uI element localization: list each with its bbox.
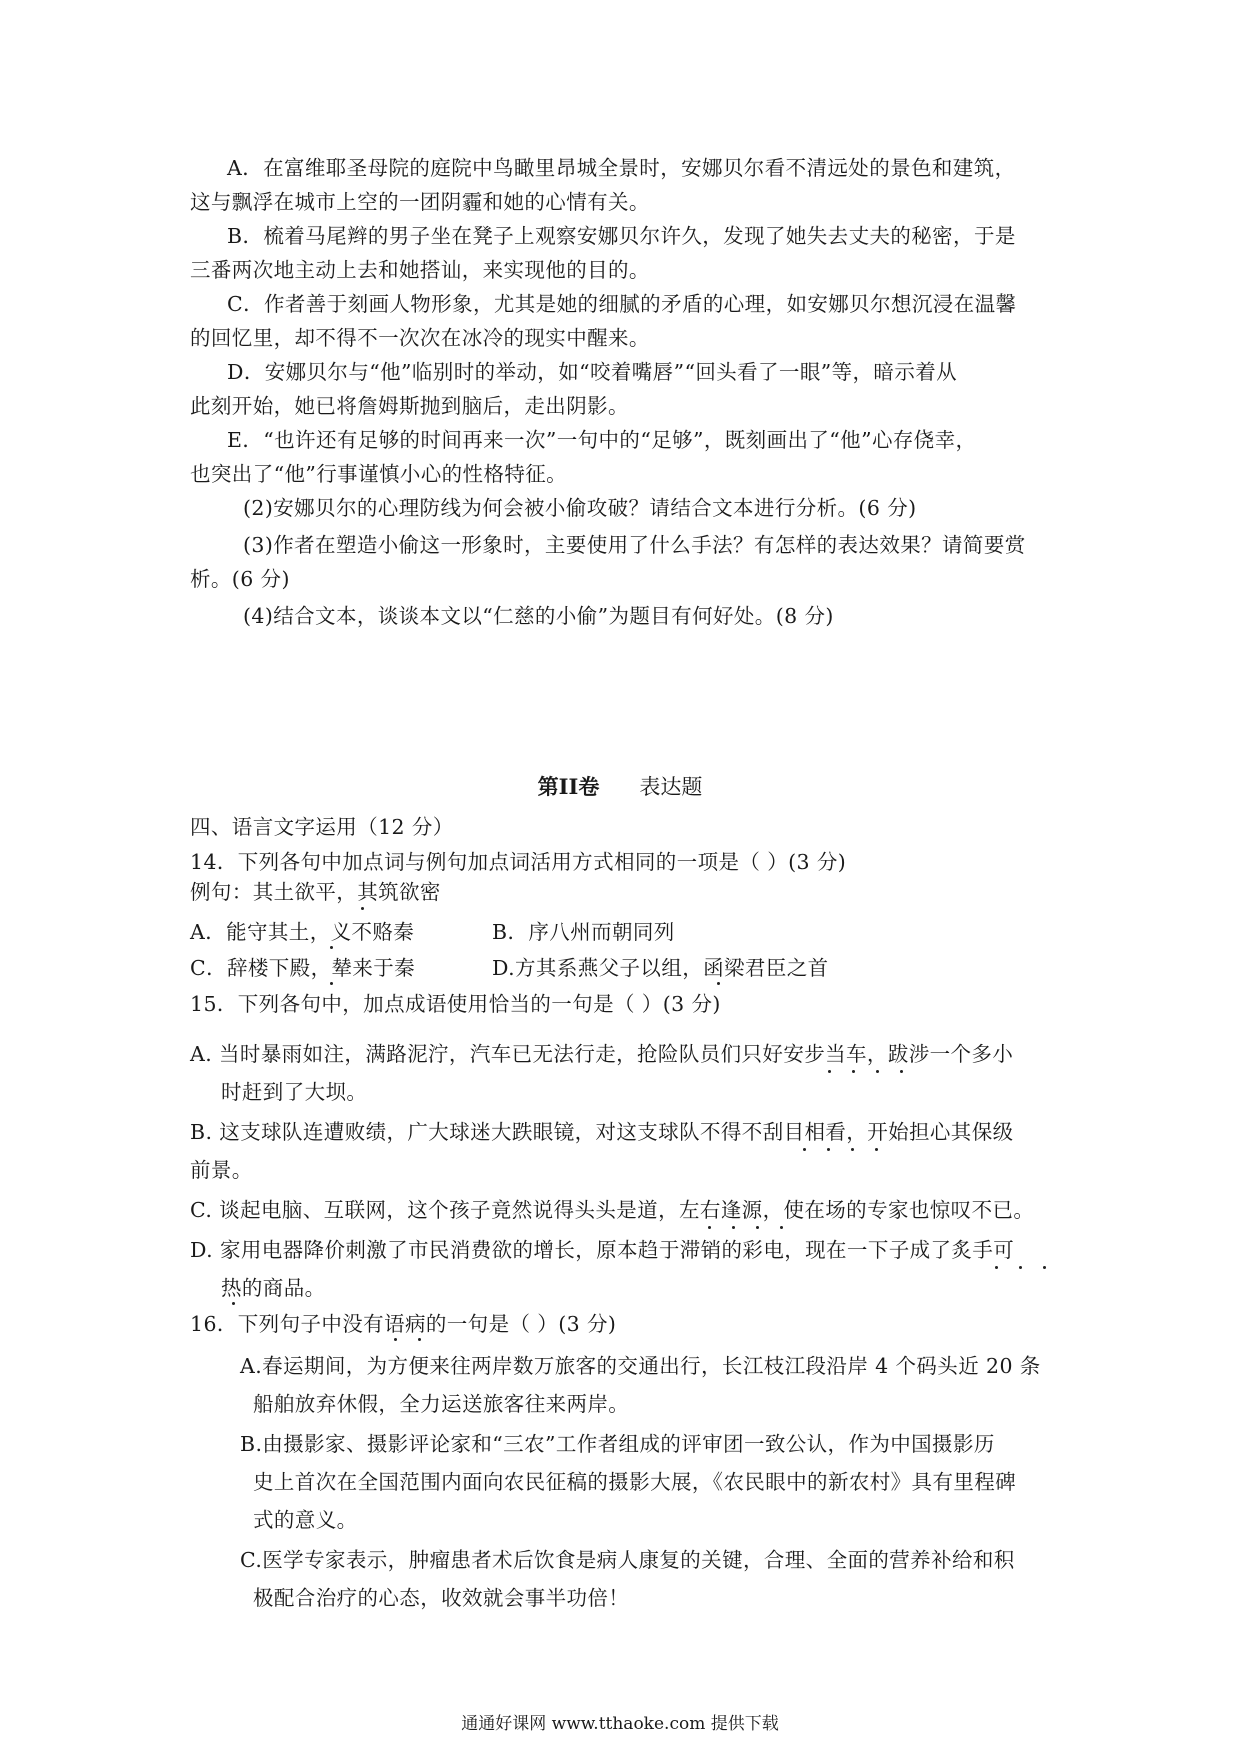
question-14-option-c: C．辞楼下殿，辇来于秦 <box>190 956 416 980</box>
question-16-option-c-line-1: C.医学专家表示，肿瘤患者术后饮食是病人康复的关键，合理、全面的营养补给和积 <box>240 1548 1015 1572</box>
emphasis-dot <box>995 1266 998 1269</box>
question-3-line-1: (3)作者在塑造小偷这一形象时，主要使用了什么手法？有怎样的表达效果？请简要赏 <box>243 533 1026 557</box>
question-16-option-c-line-2: 极配合治疗的心态，收效就会事半功倍！ <box>253 1586 630 1610</box>
question-16-option-b-line-3: 式的意义。 <box>253 1508 358 1532</box>
question-15-option-a-line-2: 时赶到了大坝。 <box>221 1080 368 1104</box>
footer-credit: 通通好课网 www.tthaoke.com 提供下载 <box>461 1714 779 1734</box>
option-a-line-2: 这与飘浮在城市上空的一团阴霾和她的心情有关。 <box>190 190 650 214</box>
question-16-option-a-line-2: 船舶放弃休假，全力运送旅客往来两岸。 <box>253 1392 630 1416</box>
emphasis-dot <box>394 1338 397 1341</box>
option-b-line-1: B．梳着马尾辫的男子坐在凳子上观察安娜贝尔许久，发现了她失去丈夫的秘密，于是 <box>227 224 1016 248</box>
question-14: 14．下列各句中加点词与例句加点词活用方式相同的一项是（ ）(3 分) <box>190 850 847 874</box>
option-c-line-2: 的回忆里，却不得不一次次在冰冷的现实中醒来。 <box>190 326 650 350</box>
option-e-line-2: 也突出了“他”行事谨慎小心的性格特征。 <box>190 462 568 486</box>
emphasis-dot <box>232 1302 235 1305</box>
emphasis-dot <box>717 982 720 985</box>
question-16: 16．下列句子中没有语病的一句是（ ）(3 分) <box>190 1312 617 1336</box>
option-b-line-2: 三番两次地主动上去和她搭讪，来实现他的目的。 <box>190 258 650 282</box>
emphasis-dot <box>900 1070 903 1073</box>
emphasis-dot <box>828 1070 831 1073</box>
question-15-option-b-line-1: B. 这支球队连遭败绩，广大球迷大跌眼镜，对这支球队不得不刮目相看，开始担心其保级 <box>190 1120 1014 1144</box>
emphasis-dot <box>875 1148 878 1151</box>
question-2: (2)安娜贝尔的心理防线为何会被小偷攻破？请结合文本进行分析。(6 分) <box>243 496 917 520</box>
option-a-line-1: A．在富维耶圣母院的庭院中鸟瞰里昂城全景时，安娜贝尔看不清远处的景色和建筑， <box>227 156 1016 180</box>
question-16-option-a-line-1: A.春运期间，为方便来往两岸数万旅客的交通出行，长江枝江段沿岸 4 个码头近 20 条 <box>240 1354 1041 1378</box>
question-15-option-b-line-2: 前景。 <box>190 1158 253 1182</box>
emphasis-dot <box>418 1338 421 1341</box>
emphasis-dot <box>1019 1266 1022 1269</box>
emphasis-dot <box>803 1148 806 1151</box>
question-14-option-b: B．序八州而朝同列 <box>492 920 675 944</box>
section-title <box>0 773 1240 801</box>
option-d-line-1: D．安娜贝尔与“他”临别时的举动，如“咬着嘴唇”“回头看了一眼”等，暗示着从 <box>227 360 958 384</box>
question-15-option-d-line-1: D. 家用电器降价刺激了市民消费欲的增长，原本趋于滞销的彩电，现在一下子成了炙手可 <box>190 1238 1015 1262</box>
question-16-option-b-line-2: 史上首次在全国范围内面向农民征稿的摄影大展，《农民眼中的新农村》具有里程碑 <box>253 1470 1017 1494</box>
question-14-option-d: D.方其系燕父子以组，函梁君臣之首 <box>492 956 829 980</box>
emphasis-dot <box>851 1148 854 1151</box>
emphasis-dot <box>330 982 333 985</box>
emphasis-dot <box>852 1070 855 1073</box>
option-e-line-1: E．“也许还有足够的时间再来一次”一句中的“足够”，既刻画出了“他”心存侥幸， <box>227 428 977 452</box>
question-4: (4)结合文本，谈谈本文以“仁慈的小偷”为题目有何好处。(8 分) <box>243 604 834 628</box>
question-3-line-2: 析。(6 分) <box>190 567 290 591</box>
question-15-option-d-line-2: 热的商品。 <box>221 1276 326 1300</box>
question-14-option-a: A．能守其土，义不赂秦 <box>190 920 415 944</box>
section-title-volume: 第II卷 <box>537 774 600 799</box>
emphasis-dot <box>756 1226 759 1229</box>
question-15-option-c: C. 谈起电脑、互联网，这个孩子竟然说得头头是道，左右逢源，使在场的专家也惊叹不已。 <box>190 1198 1035 1222</box>
option-c-line-1: C．作者善于刻画人物形象，尤其是她的细腻的矛盾的心理，如安娜贝尔想沉浸在温馨 <box>227 292 1017 316</box>
option-d-line-2: 此刻开始，她已将詹姆斯抛到脑后，走出阴影。 <box>190 394 629 418</box>
emphasis-dot <box>1043 1266 1046 1269</box>
question-14-example: 例句：其土欲平，其筑欲密 <box>190 880 441 904</box>
part-four-heading: 四、语言文字运用（12 分） <box>190 815 454 839</box>
question-15-option-a-line-1: A. 当时暴雨如注，满路泥泞，汽车已无法行走，抢险队员们只好安步当车，跋涉一个多小 <box>190 1042 1014 1066</box>
emphasis-dot <box>330 946 333 949</box>
emphasis-dot <box>827 1148 830 1151</box>
question-15: 15．下列各句中，加点成语使用恰当的一句是（ ）(3 分) <box>190 992 721 1016</box>
emphasis-dot <box>732 1226 735 1229</box>
emphasis-dot <box>876 1070 879 1073</box>
section-title-name: 表达题 <box>639 775 703 799</box>
emphasis-dot <box>708 1226 711 1229</box>
question-16-option-b-line-1: B.由摄影家、摄影评论家和“三农”工作者组成的评审团一致公认，作为中国摄影历 <box>240 1432 995 1456</box>
emphasis-dot <box>780 1226 783 1229</box>
emphasis-dot <box>361 907 364 910</box>
